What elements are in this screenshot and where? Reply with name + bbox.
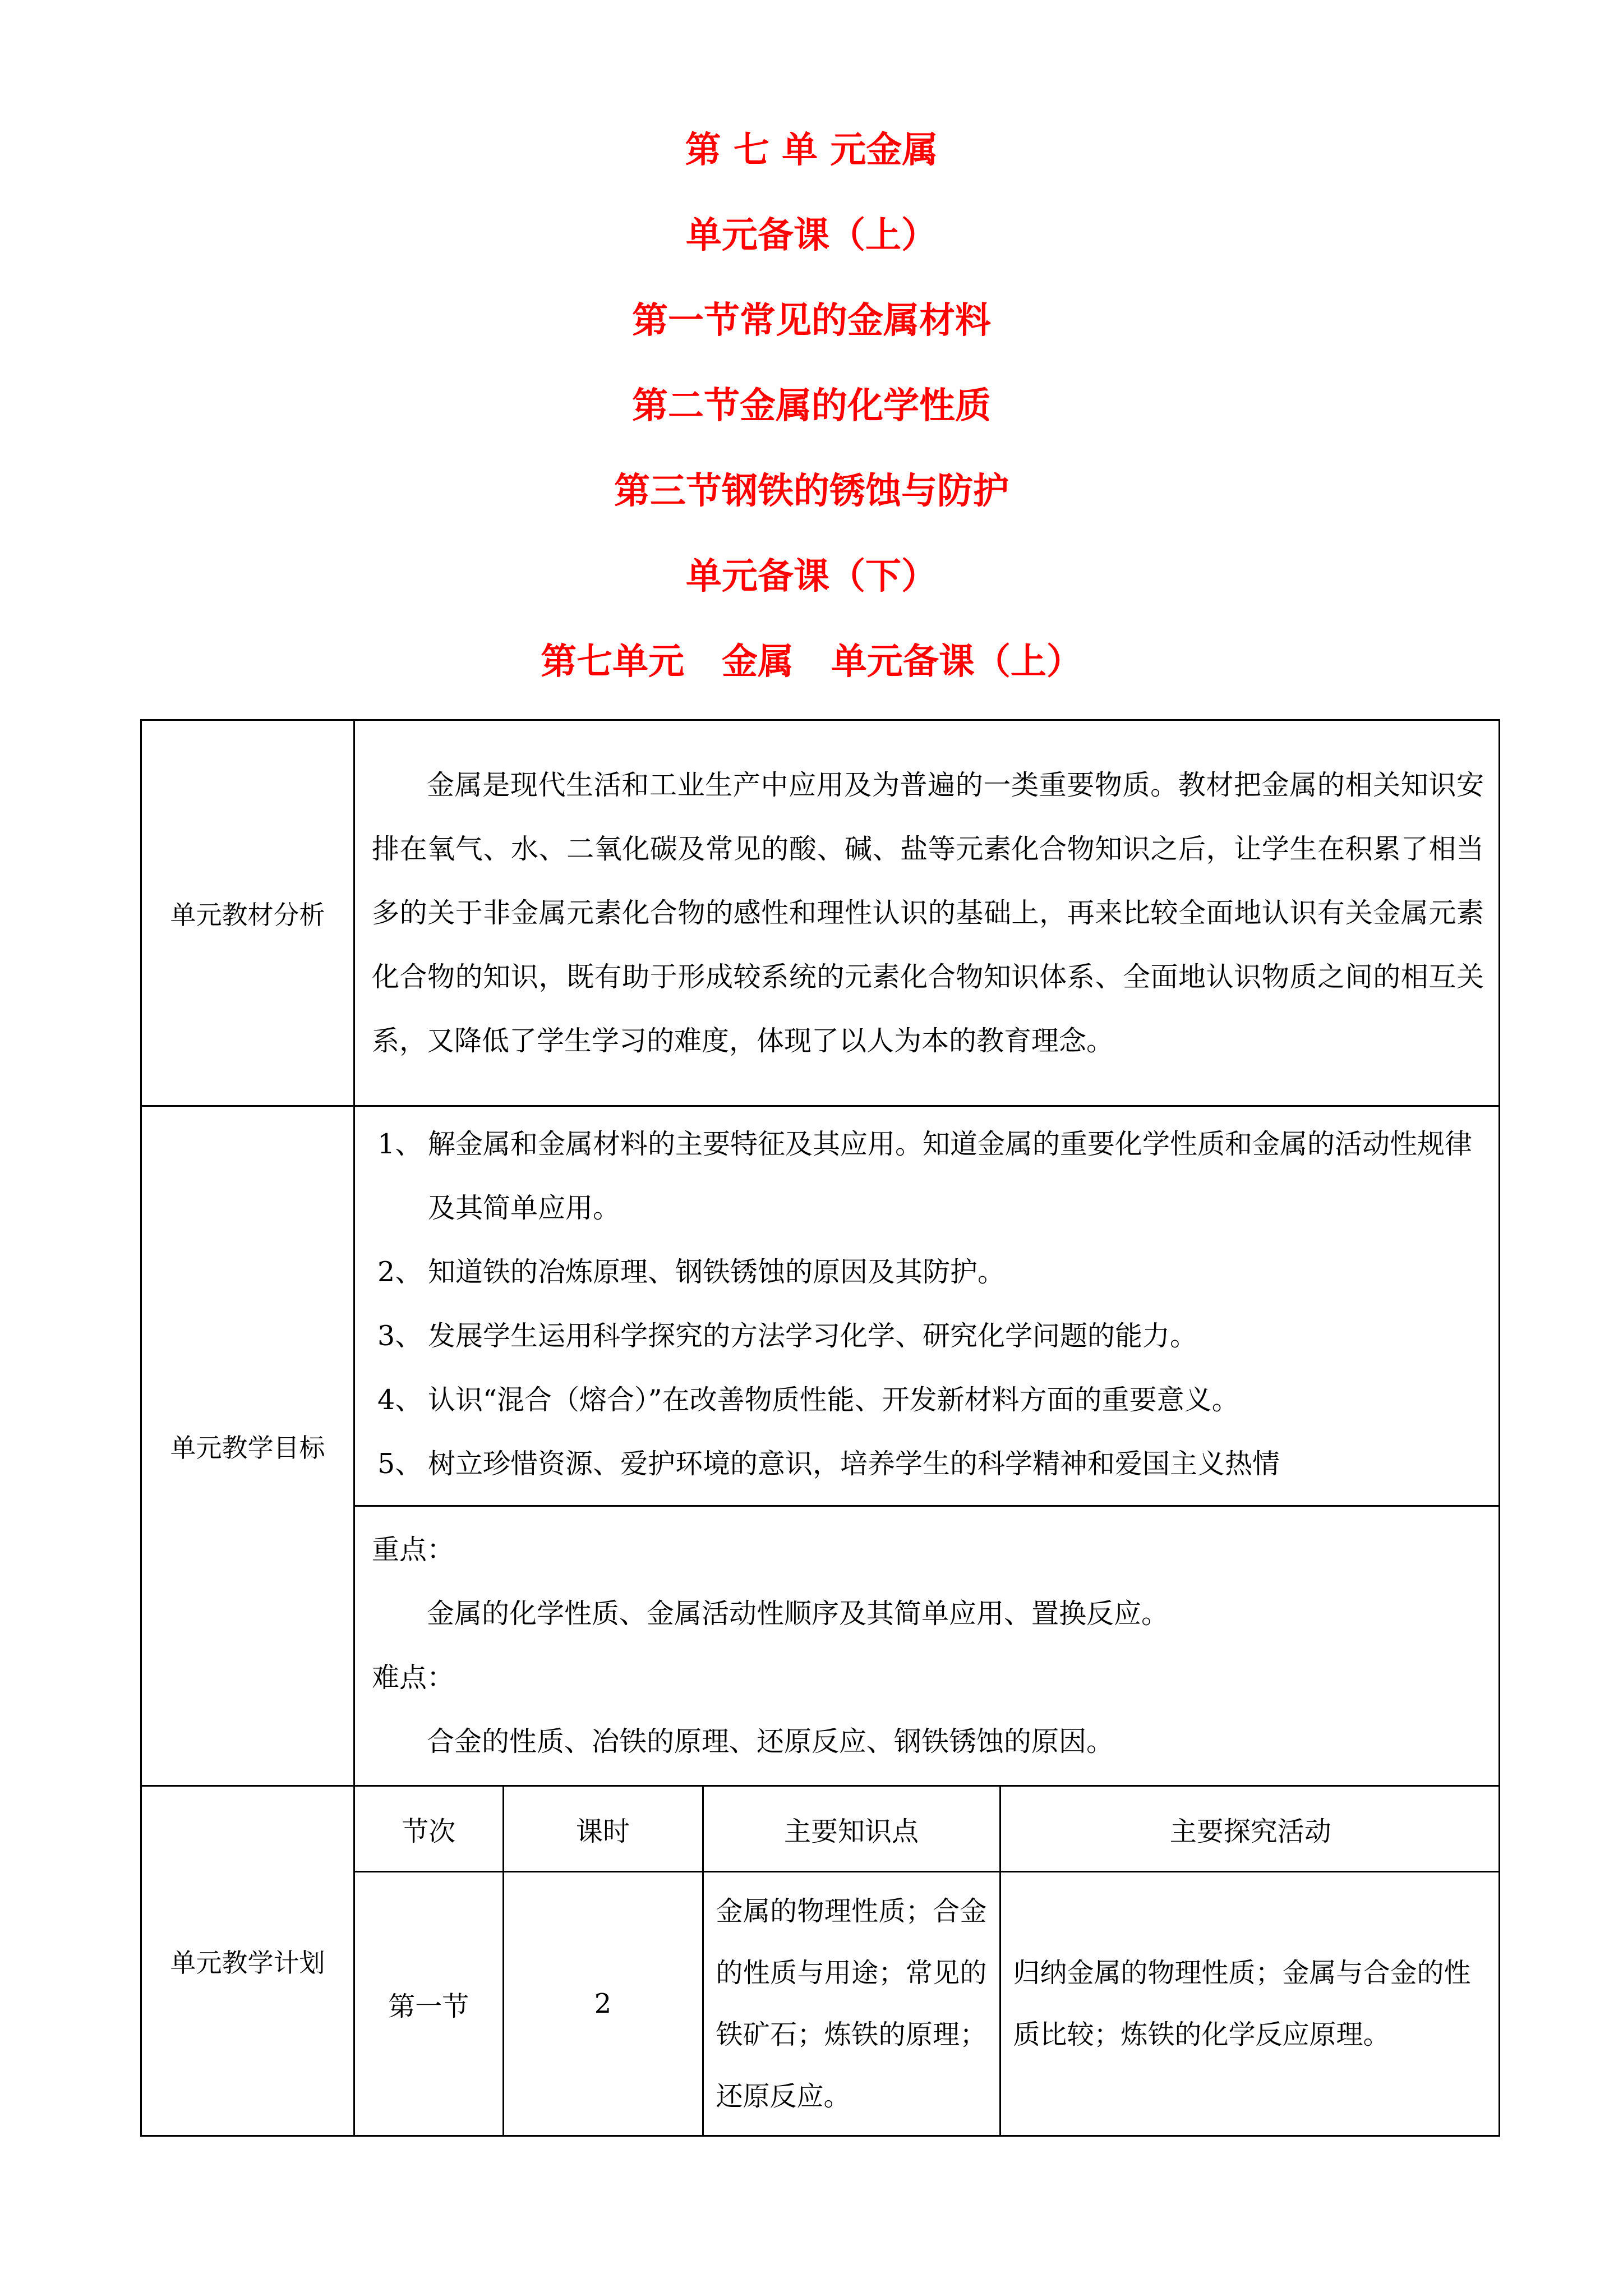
- lesson-plan-table: [140, 719, 1500, 2137]
- key-text: 金属的化学性质、金属活动性顺序及其简单应用、置换反应。: [427, 1598, 1169, 1630]
- section-2-title: 第二节金属的化学性质: [632, 385, 991, 427]
- goal-number: 4、: [377, 1384, 423, 1416]
- goal-number: 2、: [377, 1256, 423, 1288]
- goals-label: 单元教学目标: [141, 1106, 354, 1786]
- plan-header-activities: 主要探究活动: [1000, 1787, 1500, 1872]
- plan-row: [141, 1786, 1500, 2136]
- document-titles: [0, 129, 1623, 726]
- analysis-text: 金属是现代生活和工业生产中应用及为普遍的一类重要物质。教材把金属的相关知识安排在氧气、水、二氧化碳及常见的酸、碱、盐等元素化合物知识之后，让学生在积累了相当多的关于非金属元素化合物的感性和理性认识的基础上，再来比较全面地认识有关金属元素化合物的知识，既有助于形成较系统的元素化合物知识体系、全面地认识物质之间的相互关系，又降低了学生学习的难度，体现了以人为本的教育理念。: [372, 769, 1484, 1057]
- goal-text: 解金属和金属材料的主要特征及其应用。知道金属的重要化学性质和金属的活动性规律及其简单应用。: [428, 1128, 1473, 1224]
- goal-text: 认识“混合（熔合）”在改善物质性能、开发新材料方面的重要意义。: [428, 1384, 1239, 1416]
- plan-hours: 2: [503, 1872, 703, 2136]
- plan-row-1: [355, 1872, 1500, 2136]
- plan-header-knowledge: 主要知识点: [703, 1787, 1000, 1872]
- analysis-cell: [354, 720, 1500, 1106]
- plan-header-section: 节次: [355, 1787, 503, 1872]
- goal-item: [377, 1240, 1484, 1304]
- difficult-label: 难点：: [372, 1662, 455, 1694]
- goal-item: [377, 1368, 1484, 1432]
- goal-item: [377, 1432, 1484, 1496]
- goal-item: [377, 1304, 1484, 1368]
- goal-item: [377, 1112, 1484, 1240]
- goal-number: 1、: [377, 1128, 423, 1160]
- analysis-label: 单元教材分析: [141, 720, 354, 1106]
- goals-list: [355, 1107, 1498, 1505]
- key-points: [355, 1507, 1498, 1785]
- goal-number: 5、: [377, 1448, 423, 1480]
- goals-cell: [354, 1106, 1500, 1506]
- plan-header-row: [355, 1787, 1500, 1872]
- plan-table: [355, 1787, 1500, 2135]
- plan-label: 单元教学计划: [141, 1786, 354, 2136]
- prep-lower-title: 单元备课（下）: [686, 556, 937, 597]
- plan-header-hours: 课时: [503, 1787, 703, 1872]
- key-label: 重点：: [372, 1534, 455, 1566]
- plan-cell: [354, 1786, 1500, 2136]
- plan-activities: 归纳金属的物理性质；金属与合金的性质比较；炼铁的化学反应原理。: [1000, 1872, 1500, 2136]
- section-1-title: 第一节常见的金属材料: [632, 300, 991, 342]
- goal-number: 3、: [377, 1320, 423, 1352]
- plan-knowledge: 金属的物理性质；合金的性质与用途；常见的铁矿石；炼铁的原理；还原反应。: [703, 1872, 1000, 2136]
- goal-text: 树立珍惜资源、爱护环境的意识，培养学生的科学精神和爱国主义热情: [428, 1448, 1280, 1480]
- unit-title: 第 七 单 元金属: [685, 130, 938, 171]
- key-points-cell: [354, 1506, 1500, 1786]
- goals-row: [141, 1106, 1500, 1506]
- goal-text: 知道铁的冶炼原理、钢铁锈蚀的原因及其防护。: [428, 1256, 1006, 1288]
- table-heading: 第七单元 金属 单元备课（上）: [541, 641, 1082, 683]
- difficult-text: 合金的性质、冶铁的原理、还原反应、钢铁锈蚀的原因。: [427, 1726, 1114, 1757]
- section-3-title: 第三节钢铁的锈蚀与防护: [614, 471, 1009, 512]
- plan-section: 第一节: [355, 1872, 503, 2136]
- goal-text: 发展学生运用科学探究的方法学习化学、研究化学问题的能力。: [428, 1320, 1198, 1352]
- analysis-row: [141, 720, 1500, 1106]
- prep-upper-title: 单元备课（上）: [686, 215, 937, 256]
